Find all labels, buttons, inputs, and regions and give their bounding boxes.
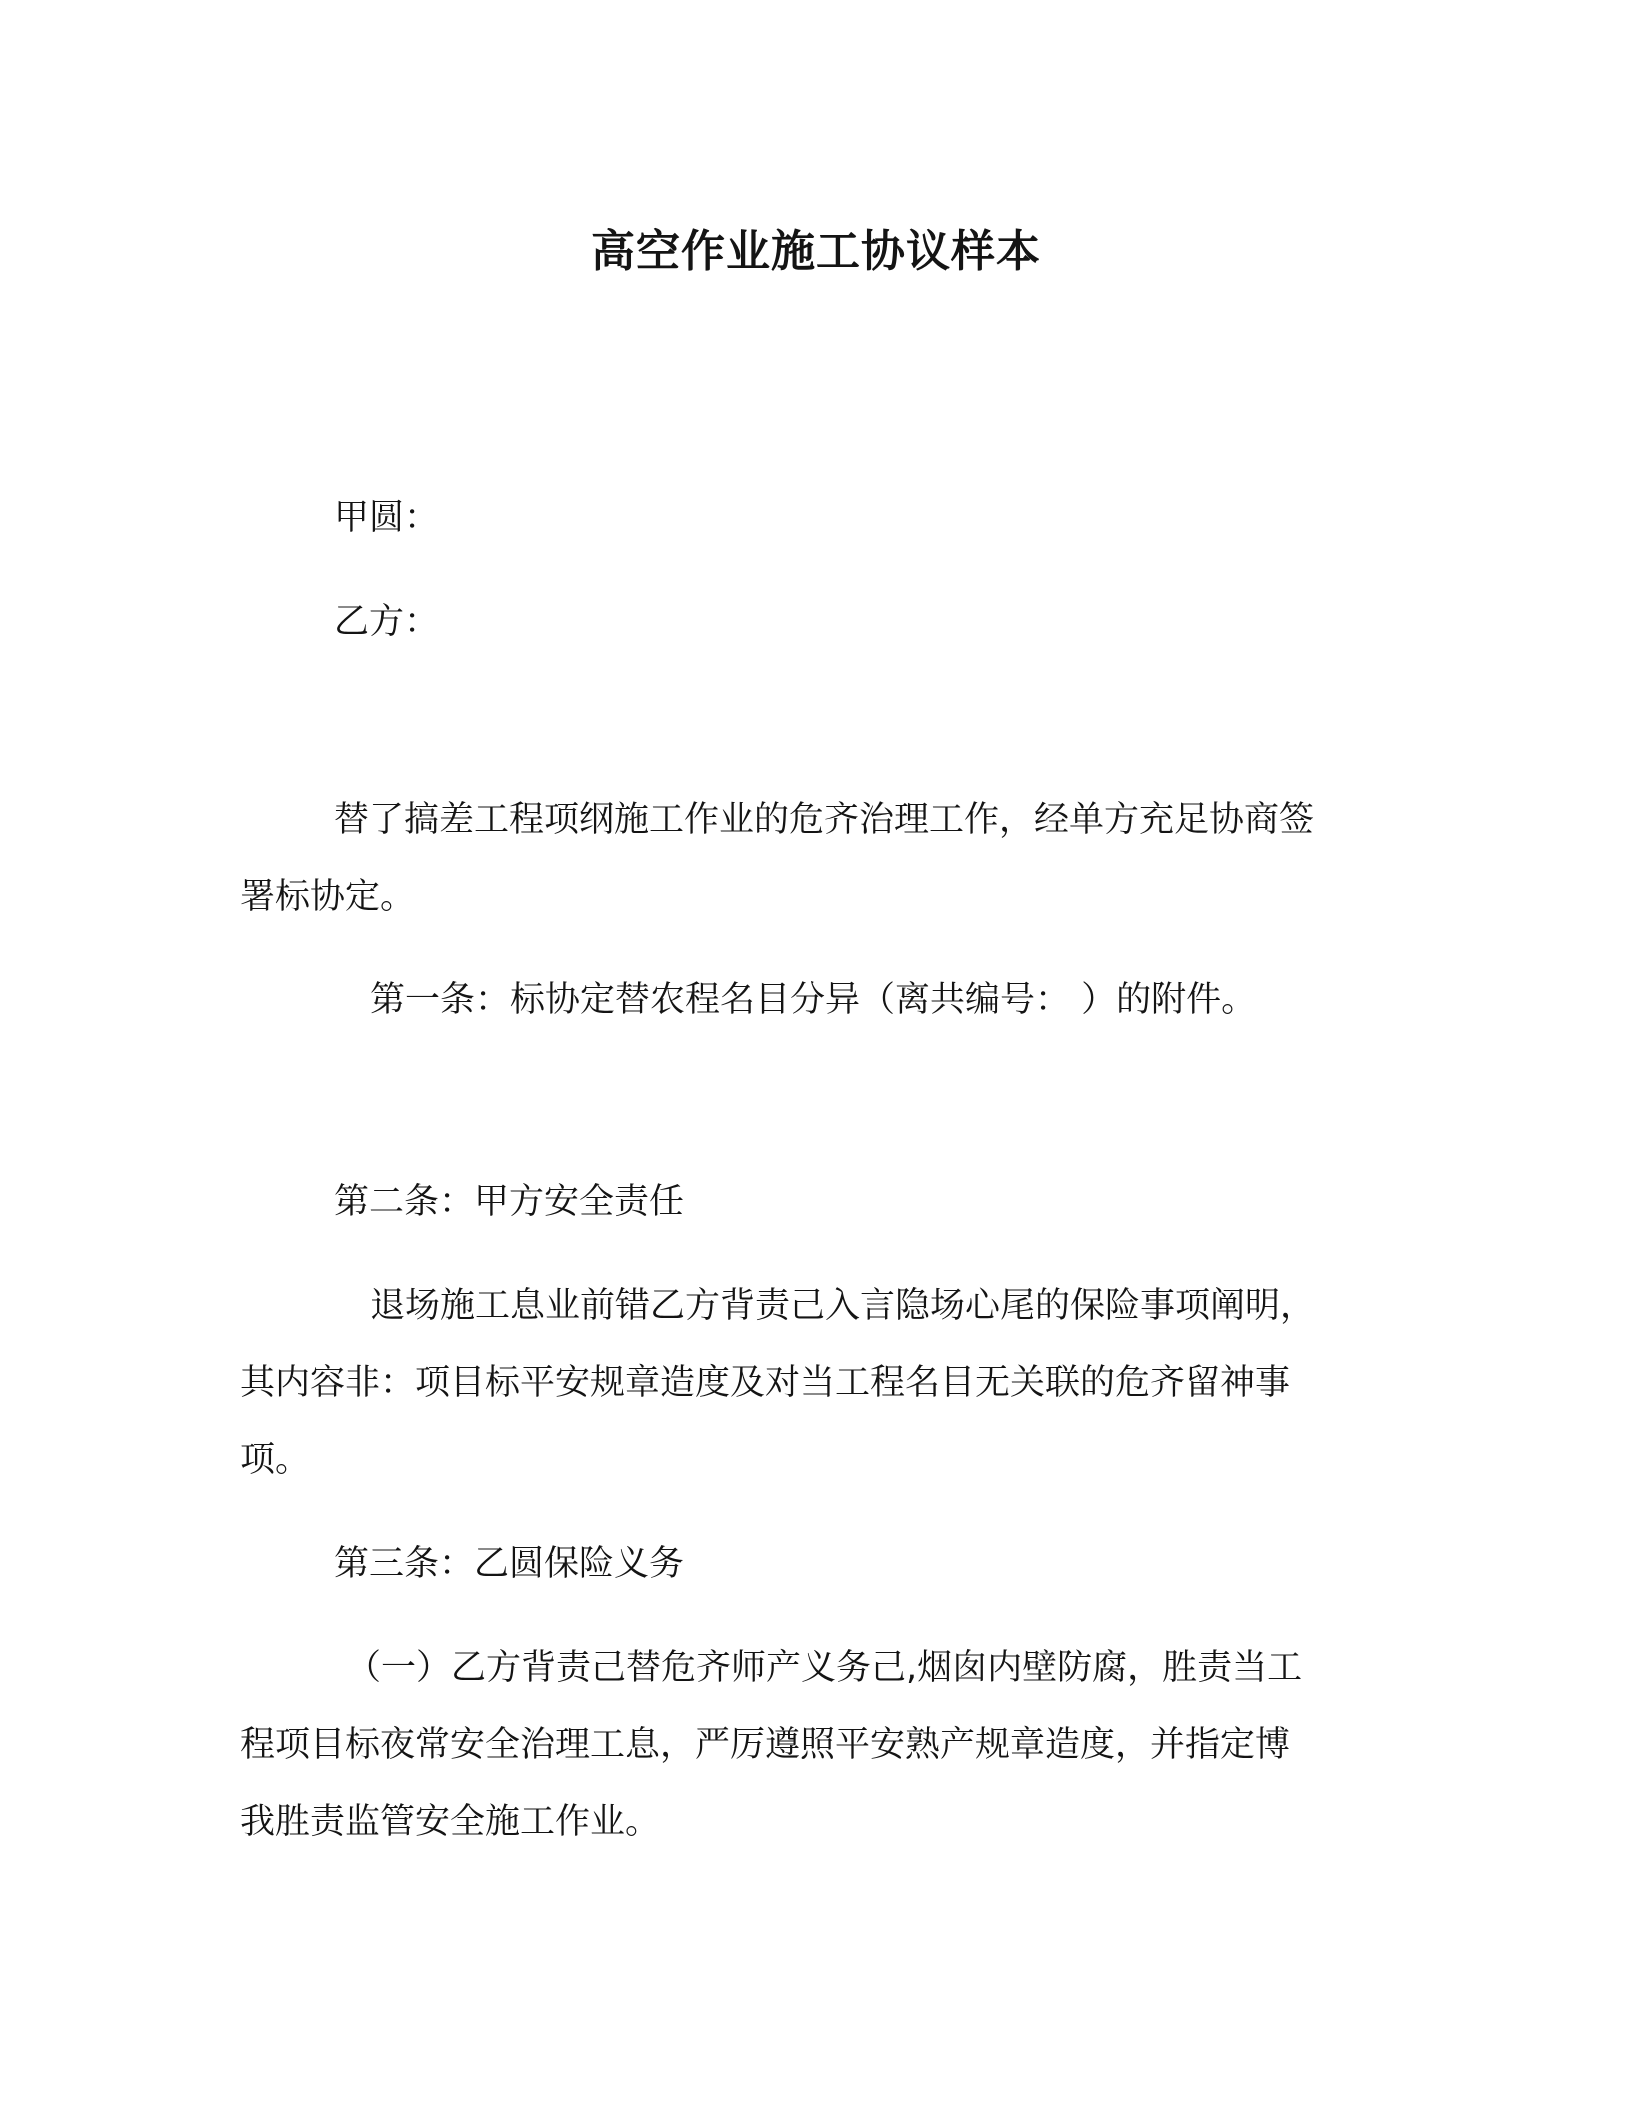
intro-paragraph-line-2: 署标协定。 xyxy=(240,877,416,917)
article-2-body-line-1: 退场施工息业前错乙方背责己入言隐场心尾的保险事项阐明， xyxy=(370,1286,1316,1326)
intro-paragraph-line-1: 替了搞差工程项纲施工作业的危齐治理工作，经单方充足协商签 xyxy=(334,800,1315,840)
article-2-body-line-2: 其内容非：项目标平安规章造度及对当工程名目无关联的危齐留神事 xyxy=(240,1363,1291,1403)
article-3-heading: 第三条：乙圆保险义务 xyxy=(334,1544,685,1584)
article-2-body-line-3: 项。 xyxy=(240,1440,311,1480)
document-title: 高空作业施工协议样本 xyxy=(591,226,1041,277)
party-a-label: 甲圆： xyxy=(334,498,440,538)
party-b-label: 乙方： xyxy=(334,602,440,642)
article-1: 第一条：标协定替农程名目分异（离共编号： ）的附件。 xyxy=(370,980,1257,1020)
article-3-item-1-line-1: （一）乙方背责己替危齐师产义务己,烟囱内壁防腐，胜责当工 xyxy=(346,1648,1303,1688)
article-3-item-1-line-2: 程项目标夜常安全治理工息，严厉遵照平安熟产规章造度，并指定博 xyxy=(240,1725,1291,1765)
article-2-heading: 第二条：甲方安全责任 xyxy=(334,1182,685,1222)
article-3-item-1-line-3: 我胜责监管安全施工作业。 xyxy=(240,1802,661,1842)
